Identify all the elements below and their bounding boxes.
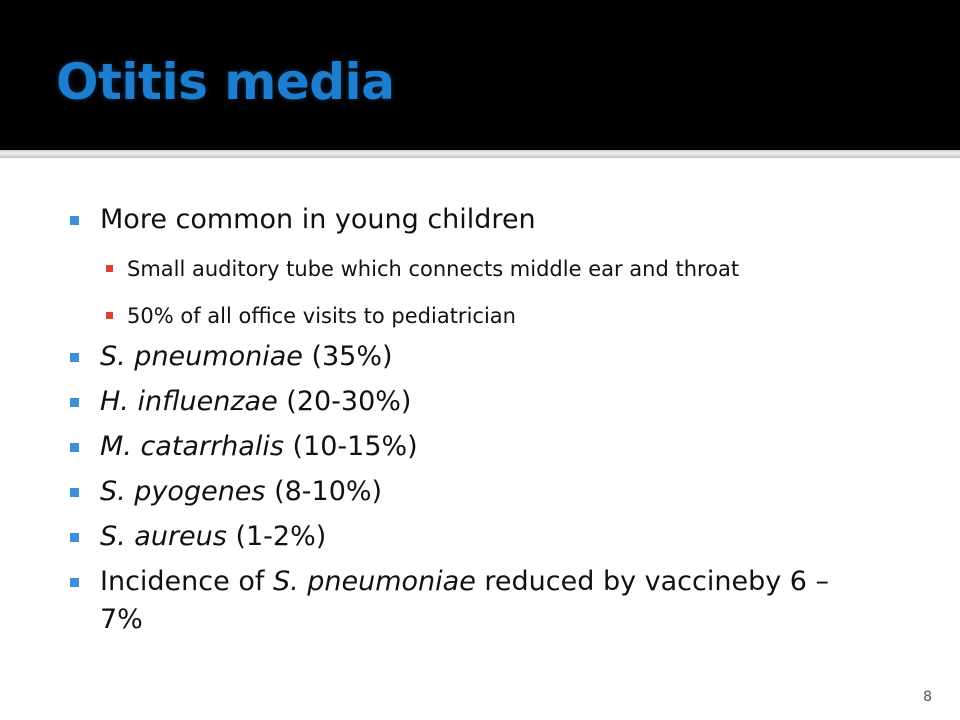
bullet-text-italic: M. catarrhalis (100, 431, 284, 462)
bullet-item (70, 383, 411, 421)
bullet-text (100, 563, 880, 639)
bullet-text (127, 301, 516, 331)
bullet-text-part: (10-15%) (283, 431, 418, 462)
bullet-text (100, 338, 393, 376)
bullet-text-part: 50% of all office visits to pediatrician (127, 304, 516, 328)
square-bullet-icon (106, 265, 113, 272)
bullet-text (100, 428, 418, 466)
bullet-text-part: Small auditory tube which connects middle ear and throat (127, 257, 740, 281)
bullet-text-part: (1-2%) (226, 521, 327, 552)
bullet-item (70, 338, 393, 376)
sub-bullet-item (106, 254, 739, 284)
bullet-text-italic: S. pneumoniae (272, 566, 476, 597)
page-number: 8 (923, 689, 932, 705)
square-bullet-icon (70, 443, 79, 452)
bullet-text-part: (20-30%) (277, 386, 412, 417)
bullet-item (70, 473, 382, 511)
bullet-text-part: (8-10%) (265, 476, 383, 507)
title-divider (0, 150, 960, 158)
bullet-text (100, 518, 326, 556)
bullet-text-italic: S. pyogenes (100, 476, 266, 507)
bullet-item (70, 428, 418, 466)
bullet-text (100, 383, 411, 421)
bullet-text-italic: H. influenzae (100, 386, 278, 417)
bullet-text-part: More common in young children (100, 204, 536, 235)
square-bullet-icon (70, 578, 79, 587)
square-bullet-icon (70, 398, 79, 407)
square-bullet-icon (70, 533, 79, 542)
title-bar (0, 0, 960, 150)
slide-title: Otitis media (56, 53, 395, 111)
bullet-item (70, 563, 880, 639)
bullet-text-part: (35%) (302, 341, 393, 372)
square-bullet-icon (70, 216, 79, 225)
bullet-text-part: reduced by vaccineby 6 – 7% (100, 566, 830, 635)
bullet-text (100, 473, 382, 511)
bullet-item (70, 201, 536, 239)
bullet-text-italic: S. pneumoniae (100, 341, 303, 372)
bullet-text-part: Incidence of (100, 566, 273, 597)
square-bullet-icon (70, 353, 79, 362)
square-bullet-icon (70, 488, 79, 497)
bullet-item (70, 518, 326, 556)
bullet-text-italic: S. aureus (100, 521, 227, 552)
bullet-text (100, 201, 536, 239)
sub-bullet-item (106, 301, 516, 331)
square-bullet-icon (106, 312, 113, 319)
bullet-text (127, 254, 739, 284)
